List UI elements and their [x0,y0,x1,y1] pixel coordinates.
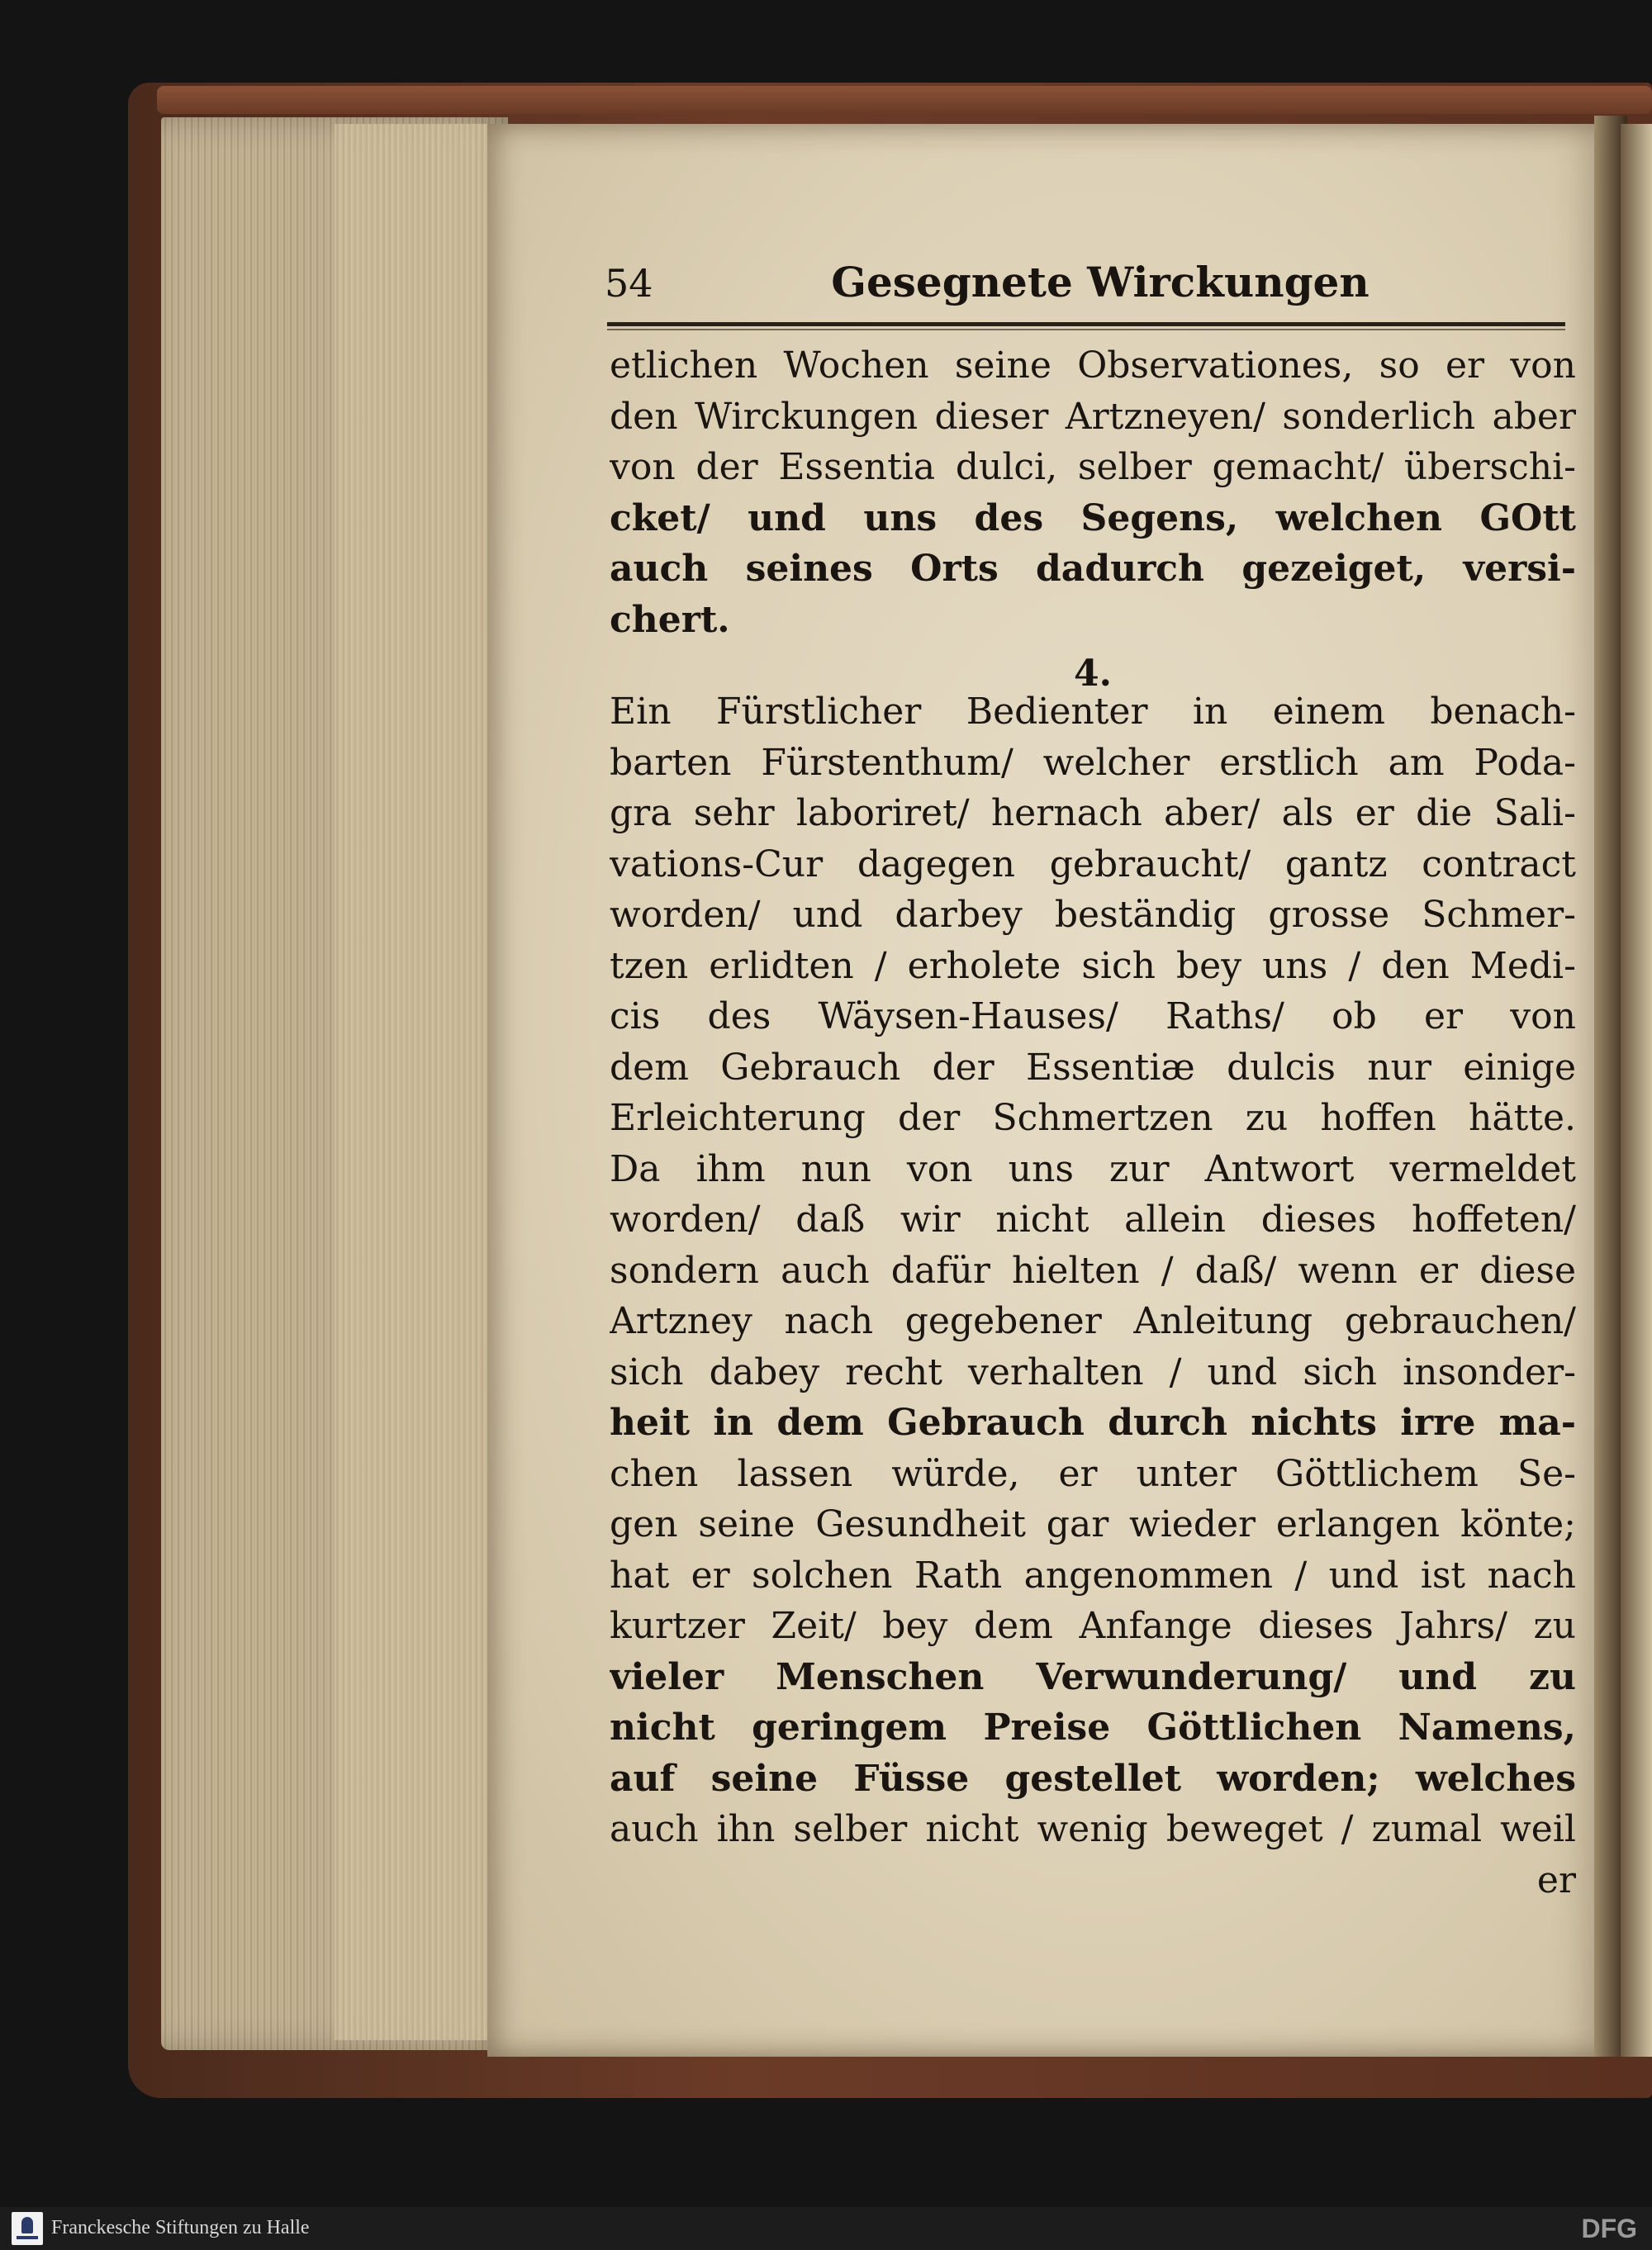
text-line: worden/ daß wir nicht allein dieses hoffeten/ [610,1199,1576,1241]
text-line: auch seines Orts dadurch gezeiget, versi- [610,548,1576,590]
text-line: worden/ und darbey beständig grosse Schmer- [610,894,1576,936]
text-line: den Wirckungen dieser Artzneyen/ sonderlich aber [610,395,1576,438]
page-number: 54 [605,261,653,306]
text-line: chen lassen würde, er unter Göttlichem Se- [610,1452,1576,1495]
text-line: Ein Fürstlicher Bedienter in einem benach- [610,691,1576,733]
cover-top-edge [157,86,1652,114]
institution-logo-icon [12,2212,43,2245]
text-line: etlichen Wochen seine Observationes, so er von [610,344,1576,387]
page-fore-edge-inner [335,124,500,2040]
text-line: cket/ und uns des Segens, welchen GOtt [610,496,1576,539]
text-line: kurtzer Zeit/ bey dem Anfange dieses Jahrs/ zu [610,1605,1576,1647]
text-line: heit in dem Gebrauch durch nichts irre ma- [610,1402,1576,1444]
catchword: er [1536,1858,1576,1901]
text-line: chert. [610,598,730,641]
body-text [610,340,1576,1906]
text-line: Da ihm nun von uns zur Antwort vermeldet [610,1147,1576,1190]
text-line: dem Gebrauch der Essentiæ dulcis nur einige [610,1046,1576,1089]
head-rule [607,322,1565,326]
head-rule-thin [607,329,1565,330]
text-line: vations-Cur dagegen gebraucht/ gantz contract [610,843,1576,885]
text-line: cis des Wäysen-Hauses/ Raths/ ob er von [610,995,1576,1037]
running-title: Gesegnete Wirckungen [831,258,1370,306]
funder-logo: DFG [1581,2214,1637,2243]
text-line: Erleichterung der Schmertzen zu hoffen hätte. [610,1097,1576,1139]
text-line: Artzney nach gegebener Anleitung gebrauchen/ [610,1300,1576,1342]
running-head [605,258,1579,324]
text-line: von der Essentia dulci, selber gemacht/ überschi- [610,446,1576,488]
text-line: auf seine Füsse gestellet worden; welches [610,1757,1576,1800]
text-line: barten Fürstenthum/ welcher erstlich am Poda- [610,741,1576,784]
viewer-footer [0,2207,1652,2250]
text-line: hat er solchen Rath angenommen / und ist nach [610,1554,1576,1597]
text-line: nicht geringem Preise Göttlichen Namens, [610,1706,1576,1749]
section-number: 4. [1074,653,1112,686]
text-line: auch ihn selber nicht wenig beweget / zumal weil [610,1808,1576,1850]
text-line: sich dabey recht verhalten / und sich insonder- [610,1350,1576,1393]
facing-page-edge [1621,124,1652,2057]
institution-name: Franckesche Stiftungen zu Halle [51,2217,310,2238]
text-line: tzen erlidten / erholete sich bey uns / den Medi- [610,944,1576,987]
text-line: gen seine Gesundheit gar wieder erlangen könte; [610,1503,1576,1545]
text-line: gra sehr laboriret/ hernach aber/ als er die Sali- [610,792,1576,834]
text-line: sondern auch dafür hielten / daß/ wenn er diese [610,1249,1576,1292]
text-line: vieler Menschen Verwunderung/ und zu [610,1655,1576,1698]
